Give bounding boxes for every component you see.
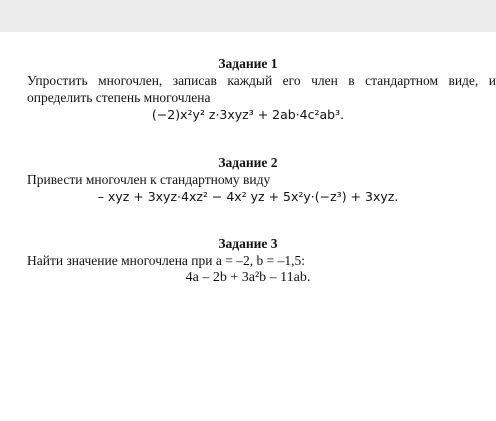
task-1-text-line-1: Упростить многочлен, записав каждый его член в стандартном виде, и: [27, 73, 496, 88]
task-1-formula: (−2)x²y² z·3xyz³ + 2ab·4c²ab³.: [151, 107, 345, 122]
task-2-title: Задание 2: [218, 155, 278, 170]
task-2-text-line-1: Привести многочлен к стандартному виду: [27, 172, 271, 187]
task-1-text-line-2: определить степень многочлена: [27, 90, 211, 105]
task-3-formula: 4a – 2b + 3a²b – 11ab.: [185, 270, 311, 285]
task-1-title: Задание 1: [218, 56, 278, 71]
top-bar: [0, 0, 496, 32]
task-3-title: Задание 3: [218, 236, 278, 251]
task-2-formula: – xyz + 3xyz·4xz² − 4x² yz + 5x²y·(−z³) + 3xyz.: [97, 189, 399, 204]
task-3-text-line-1: Найти значение многочлена при a = –2, b = –1,5:: [27, 253, 305, 268]
